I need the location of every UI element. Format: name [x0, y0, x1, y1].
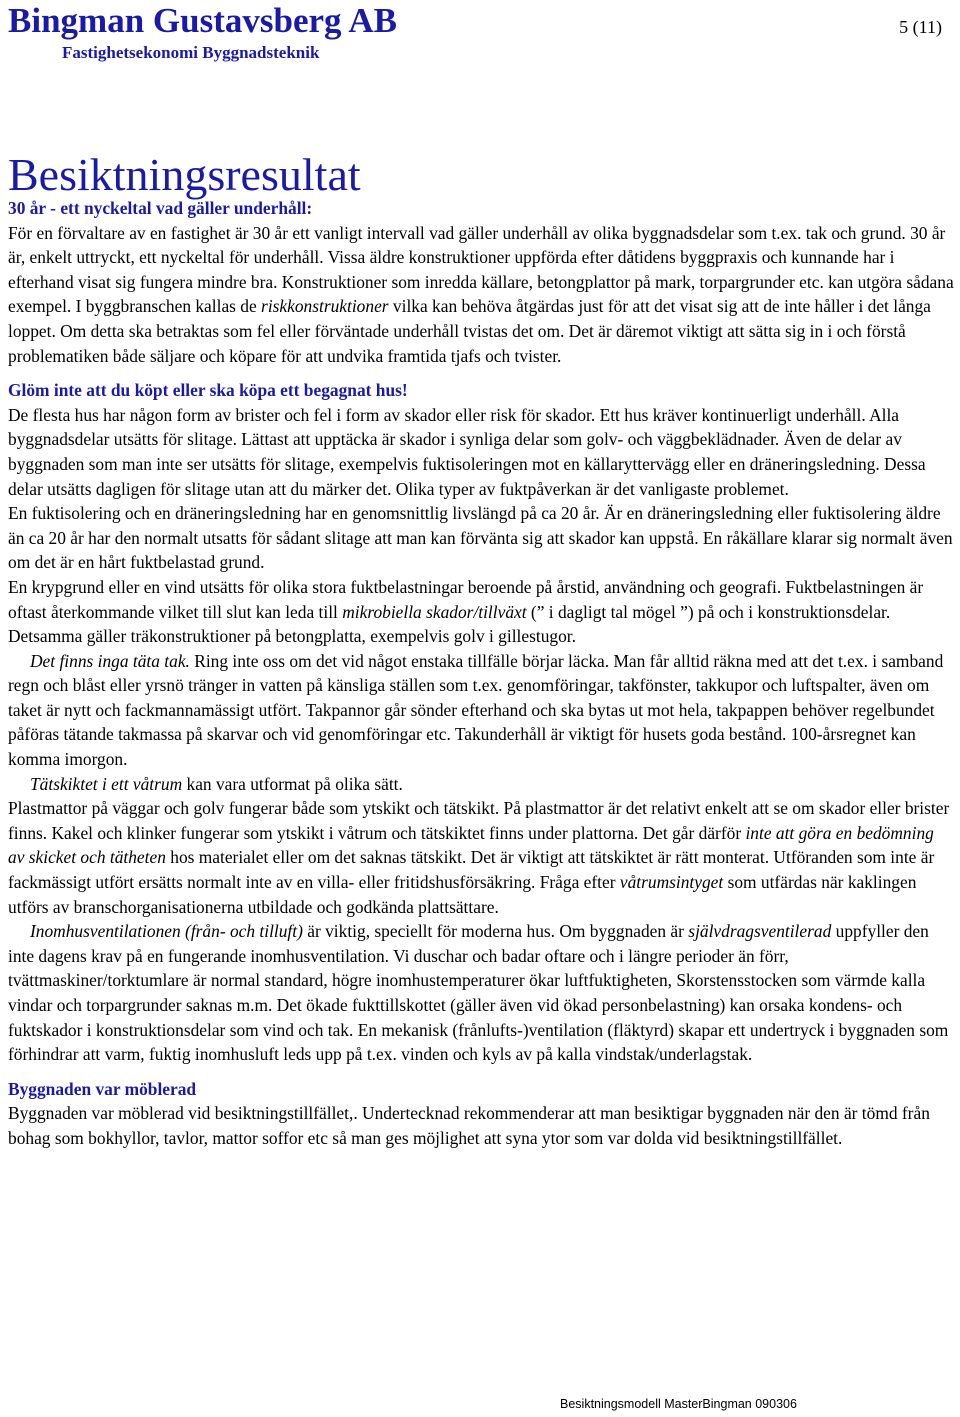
page-footer: Besiktningsmodell MasterBingman 090306 [560, 1397, 797, 1411]
section-heading-maintenance: 30 år - ett nyckeltal vad gäller underhåll: [8, 198, 313, 218]
section-heading-furnished: Byggnaden var möblerad [8, 1078, 197, 1099]
paragraph: Byggnaden var möblerad vid besiktningstillfället,. Undertecknad rekommenderar att man besiktigar byggnaden när den är tömd från bohag som bokhyllor, tavlor, mattor soffor etc så man ges möjlighet att syna ytor som var dolda vid besiktningstillfället. [8, 1103, 930, 1148]
page-number: 5 (11) [899, 17, 942, 37]
paragraph: För en förvaltare av en fastighet är 30 år ett vanligt intervall vad gäller underhåll av olika byggnadsdelar som t.ex. tak och grund. 30 år är, enkelt uttryckt, ett nyckeltal för underhåll. Vissa äldre konstruktioner uppförda efter dåtidens byggpraxis och kunnande har i efterhand visat sig fungera mindre bra. Konstruktioner som inredda källare, betongplattor på mark, torpargrunder etc. kan utgöra sådana exempel. I byggbranschen kallas de riskkonstruktioner vilka kan behöva åtgärdas just för att det visat sig att de inte håller i det långa loppet. Om detta ska betraktas som fel eller förväntade underhåll tvistas det om. Det är däremot viktigt att sätta sig in i och förstå problematiken både säljare och köpare för att undvika framtida tjafs och tvister. [8, 222, 954, 366]
paragraph: Tätskiktet i ett våtrum kan vara utformat på olika sätt. [30, 773, 403, 794]
paragraph: De flesta hus har någon form av brister och fel i form av skador eller risk för skador. Ett hus kräver kontinuerligt underhåll. Alla byggnadsdelar utsätts för slitage. Lättast att upptäcka är skador i synliga delar som golv- och väggbeklädnader. Även de delar av byggnaden som man inte ser utsätts för slitage, exempelvis fuktisoleringen mot en källaryttervägg eller en dräneringsledning. Dessa delar utsätts dagligen för slitage utan att du märker det. Olika typer av fuktpåverkan är det vanligaste problemet. [8, 404, 926, 499]
paragraph: En fuktisolering och en dräneringsledning har en genomsnittlig livslängd på ca 20 år. Är en dräneringsledning eller fuktisolering äldre än ca 20 år har den normalt utsatts för sådant slitage att man kan förvänta sig att skador kan uppstå. En råkällare klarar sig normalt även om det är en hårt fuktbelastad grund. [8, 503, 953, 573]
paragraph: Plastmattor på väggar och golv fungerar både som ytskikt och tätskikt. På plastmattor är det relativt enkelt att se om skador eller brister finns. Kakel och klinker fungerar som ytskikt i våtrum och tätskiktet finns under plattorna. Det går därför inte att göra en bedömning av skicket och tätheten hos materialet eller om det saknas tätskikt. Det är viktigt att tätskiktet är rätt monterat. Utföranden som inte är fackmässigt utfört ersätts normalt inte av en villa- eller fritidshusförsäkring. Fråga efter våtrumsintyget som utfärdas när kaklingen utförs av branschorganisationerna utbildade och godkända plattsättare. [8, 798, 950, 917]
document-body [8, 196, 954, 1151]
company-name: Bingman Gustavsberg AB [8, 1, 397, 40]
document-title: Besiktningsresultat [8, 148, 361, 200]
paragraph: Det finns inga täta tak. Ring inte oss om det vid något enstaka tillfälle börjar läcka. Man får alltid räkna med att det t.ex. i samband regn och blåst eller yrsnö tränger in vatten på känsliga ställen som t.ex. genomföringar, takfönster, takkupor och luftspalter, även om taket är nytt och fackmannamässigt utfört. Takpannor går sönder efterhand och ska bytas ut mot hela, takpappen behöver regelbundet påföras tätande takmassa på skarvar och vid genomföringar etc. Takunderhåll är viktigt för husets goda bestånd. 100-årsregnet kan komma imorgon. [8, 650, 944, 770]
company-subtitle: Fastighetsekonomi Byggnadsteknik [62, 43, 320, 62]
paragraph: En krypgrund eller en vind utsätts för olika stora fuktbelastningar beroende på årstid, användning och geografi. Fuktbelastningen är oftast återkommande vilket till slut kan leda till mikrobiella skador/tillväxt (” i dagligt tal mögel ”) på och i konstruktionsdelar. Detsamma gäller träkonstruktioner på betongplatta, exempelvis golv i gillestugor. [8, 576, 924, 647]
section-heading-used-house: Glöm inte att du köpt eller ska köpa ett begagnat hus! [8, 380, 408, 401]
paragraph: Inomhusventilationen (från- och tilluft) är viktig, speciellt för moderna hus. Om byggnaden är självdragsventilerad uppfyller den inte dagens krav på en fungerande inomhusventilation. Vi duschar och badar oftare och i längre perioder än förr, tvättmaskiner/torktumlare är normal standard, högre inomhustemperaturer ökar luftfuktigheten, Skorstensstocken som värmde kalla vindar och torpargrunder saknas m.m. Det ökade fukttillskottet (gäller även vid ökad personbelastning) kan orsaka kondens- och fuktskador i konstruktionsdelar som vind och tak. En mekanisk (frånlufts-)ventilation (fläktyrd) skapar ett undertryck i byggnaden som förhindrar att varm, fuktig inomhusluft leds upp på t.ex. vinden och kyls av på kalla vindstak/underlagstak. [8, 921, 949, 1065]
